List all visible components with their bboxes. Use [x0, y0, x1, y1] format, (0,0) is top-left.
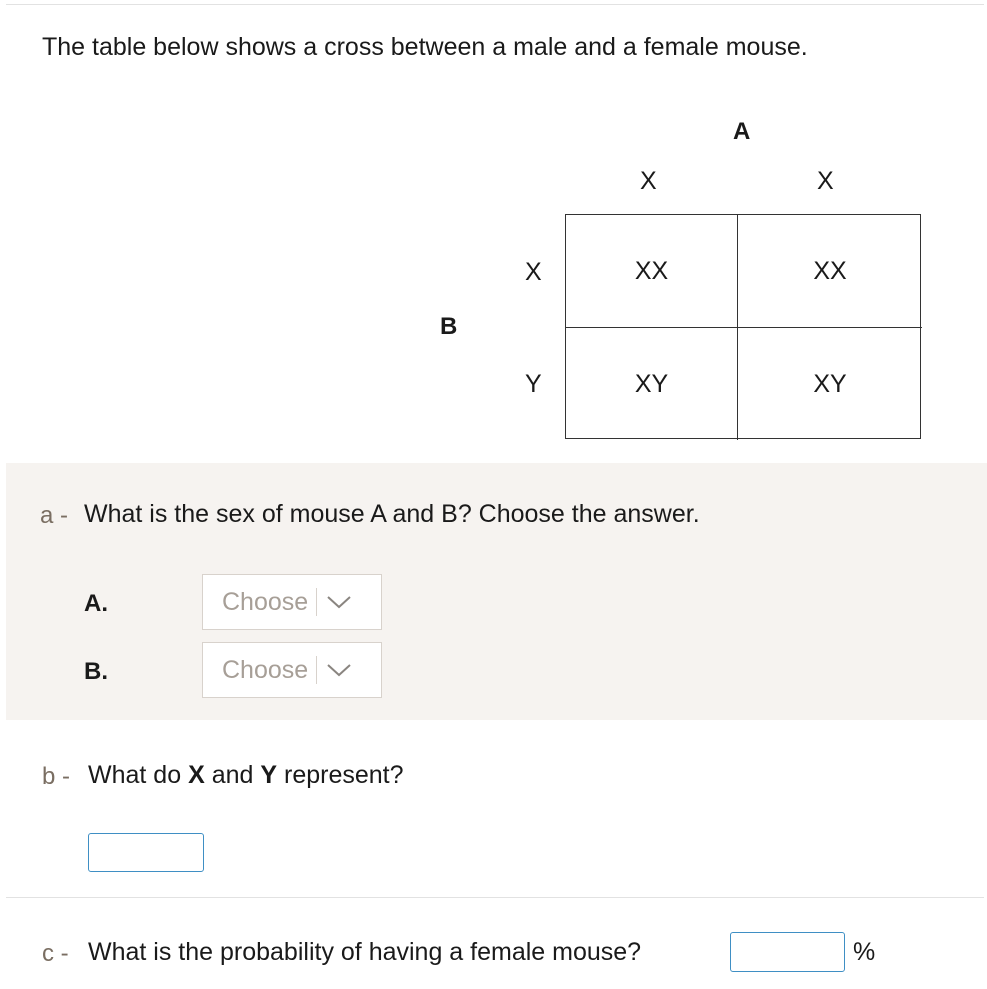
percent-unit: % [853, 938, 876, 966]
punnett-cell: XY [813, 369, 847, 398]
punnett-cell: XX [566, 215, 738, 328]
select-separator [316, 588, 317, 616]
question-a-text: What is the sex of mouse A and B? Choose the answer. [84, 500, 700, 528]
top-divider [6, 4, 984, 5]
question-b-text [88, 761, 404, 790]
question-c-text: What is the probability of having a female mouse? [88, 938, 642, 966]
question-a-letter: a - [40, 502, 69, 529]
question-c-answer-input[interactable] [730, 932, 845, 972]
intro-text: The table below shows a cross between a male and a female mouse. [42, 33, 808, 61]
question-b-text-post: represent? [277, 761, 404, 789]
option-b-select-value: Choose [222, 655, 309, 684]
section-divider [6, 897, 984, 898]
question-b-bold-y: Y [260, 761, 278, 789]
chevron-down-icon [326, 662, 352, 678]
mouse-b-label: B [440, 313, 458, 340]
punnett-cell: XX [738, 215, 922, 328]
column-allele-1: X [640, 167, 657, 195]
question-b-letter: b - [42, 763, 71, 790]
option-a-label: A. [84, 590, 108, 617]
row-allele-2: Y [525, 370, 542, 398]
question-b-text-mid: and [204, 761, 261, 789]
option-b-select[interactable] [202, 642, 382, 698]
punnett-square [565, 214, 921, 439]
option-b-label: B. [84, 658, 108, 685]
question-b-answer-input[interactable] [88, 833, 204, 872]
question-b-text-pre: What do [88, 761, 189, 789]
option-a-select-value: Choose [222, 587, 309, 616]
question-b-bold-x: X [188, 761, 205, 789]
row-allele-1: X [525, 258, 542, 286]
select-separator [316, 656, 317, 684]
question-c-letter: c - [42, 940, 69, 967]
mouse-a-label: A [733, 118, 751, 145]
punnett-cell: XY [566, 328, 738, 440]
option-a-select[interactable] [202, 574, 382, 630]
column-allele-2: X [817, 167, 834, 195]
chevron-down-icon [326, 594, 352, 610]
